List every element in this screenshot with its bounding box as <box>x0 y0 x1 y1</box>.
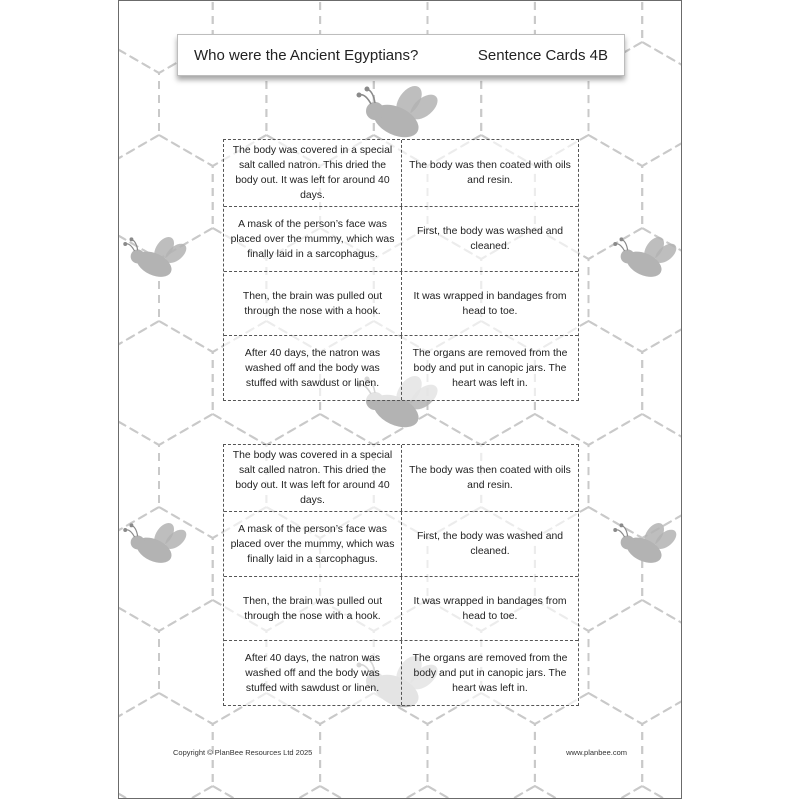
hexagon-outline <box>642 321 682 445</box>
hexagon-outline <box>481 786 588 799</box>
page-title: Who were the Ancient Egyptians? <box>194 47 419 64</box>
hexagon-outline <box>428 693 535 799</box>
sentence-card: It was wrapped in bandages from head to toe. <box>402 272 578 335</box>
card-row <box>224 140 578 206</box>
footer-url: www.planbee.com <box>566 748 627 757</box>
card-row <box>224 271 578 335</box>
hexagon-outline <box>119 42 159 166</box>
card-row <box>224 445 578 511</box>
card-row <box>224 640 578 705</box>
hexagon-outline <box>642 693 682 799</box>
hexagon-outline <box>642 1 682 73</box>
sentence-card: After 40 days, the natron was washed off and the body was stuffed with sawdust or linen. <box>224 336 402 400</box>
sentence-card: First, the body was washed and cleaned. <box>402 207 578 271</box>
worksheet-page <box>118 0 682 799</box>
sentence-card: First, the body was washed and cleaned. <box>402 512 578 576</box>
sentence-card: The organs are removed from the body and put in canopic jars. The heart was left in. <box>402 641 578 705</box>
bee-icon <box>119 233 189 283</box>
sentence-card: The organs are removed from the body and put in canopic jars. The heart was left in. <box>402 336 578 400</box>
card-set-1 <box>223 139 579 401</box>
sentence-card: Then, the brain was pulled out through the nose with a hook. <box>224 577 402 640</box>
card-row <box>224 511 578 576</box>
hexagon-outline <box>119 693 213 799</box>
footer-copyright: Copyright © PlanBee Resources Ltd 2025 <box>173 748 313 757</box>
hexagon-outline <box>119 321 213 445</box>
bee-icon <box>609 233 679 283</box>
card-row <box>224 206 578 271</box>
hexagon-outline <box>159 786 266 799</box>
sentence-card: After 40 days, the natron was washed off and the body was stuffed with sawdust or linen. <box>224 641 402 705</box>
hexagon-outline <box>535 693 642 799</box>
bee-icon <box>119 519 189 569</box>
sentence-card: The body was covered in a special salt called natron. This dried the body out. It was left for around 40 days. <box>224 140 402 206</box>
card-row <box>224 576 578 640</box>
sentence-card: The body was then coated with oils and resin. <box>402 445 578 511</box>
bee-icon <box>351 83 441 143</box>
sentence-card: A mask of the person’s face was placed over the mummy, which was finally laid in a sarcophagus. <box>224 512 402 576</box>
sheet-label: Sentence Cards 4B <box>477 47 608 64</box>
sentence-card: The body was then coated with oils and resin. <box>402 140 578 206</box>
hexagon-outline <box>374 786 481 799</box>
card-row <box>224 335 578 400</box>
hexagon-outline <box>119 600 159 724</box>
sentence-card: A mask of the person’s face was placed over the mummy, which was finally laid in a sarcophagus. <box>224 207 402 271</box>
hexagon-outline <box>213 693 320 799</box>
hexagon-outline <box>589 600 683 724</box>
card-set-2 <box>223 444 579 706</box>
sentence-card: Then, the brain was pulled out through the nose with a hook. <box>224 272 402 335</box>
title-banner <box>177 34 625 76</box>
sentence-card: It was wrapped in bandages from head to toe. <box>402 577 578 640</box>
hexagon-outline <box>589 786 683 799</box>
sentence-card: The body was covered in a special salt called natron. This dried the body out. It was left for around 40 days. <box>224 445 402 511</box>
bee-icon <box>609 519 679 569</box>
hexagon-outline <box>266 786 373 799</box>
